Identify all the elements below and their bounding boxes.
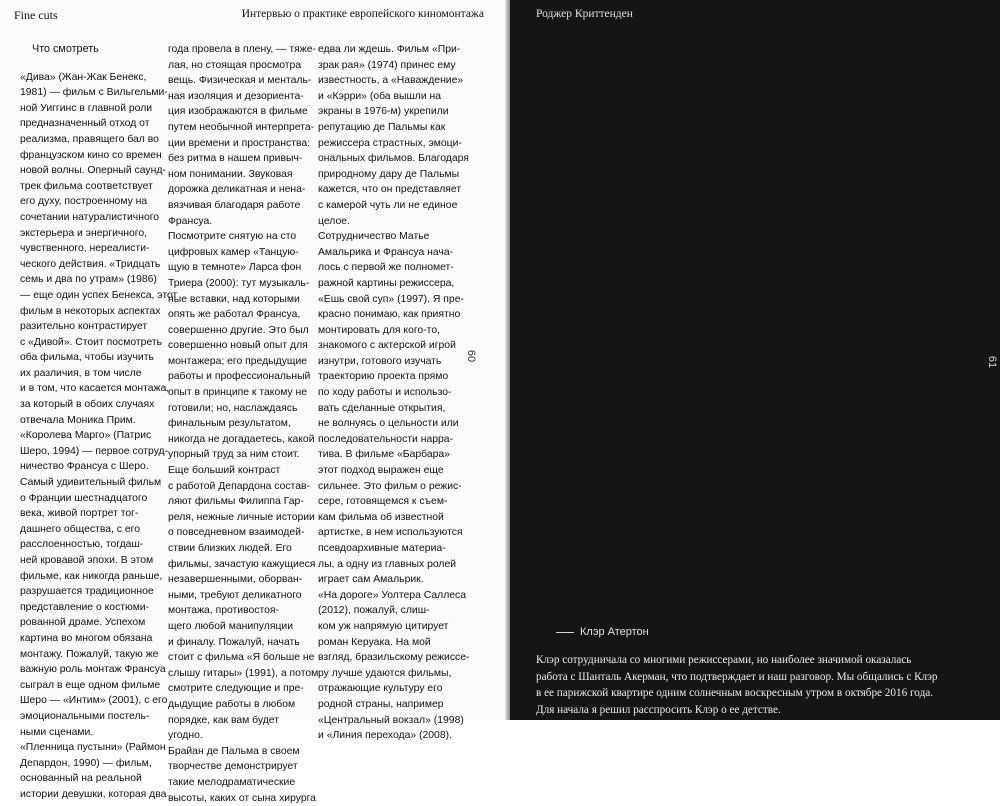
text-line: не волнуясь о цельности или [318,416,468,432]
interviewee-caption [556,626,649,638]
text-line: вещь. Физическая и менталь- [168,73,318,89]
text-line: ру лучше удаются фильмы, [318,666,468,682]
text-line: никогда не догадаетесь, какой [168,432,318,448]
text-line: смотрите следующие и пре- [168,681,318,697]
intro-line: в ее парижской квартире одним солнечным воскресным утром в октябре 2016 года. [536,685,996,702]
text-line: рованной драме. Успехом [20,615,170,631]
text-line: с работой Депардона состав- [168,479,318,495]
text-line: с «Дивой». Стоит посмотреть [20,335,170,351]
text-line: угодно. [168,728,318,744]
text-line: картина во многом обязана [20,631,170,647]
text-line: зрак рая» (1974) принес ему [318,58,468,74]
text-line: — еще один успех Бенекса, этот [20,288,170,304]
text-line: ствии близких людей. Его [168,541,318,557]
text-line: 1981) — фильм с Вильгельми- [20,85,170,101]
interview-intro [536,652,996,718]
text-line: цифровых камер «Танцую- [168,245,318,261]
text-line: ные вставки, над которыми [168,292,318,308]
text-line: Амальрика и Франсуа нача- [318,245,468,261]
text-line: монтажу. Пожалуй, такую же [20,647,170,663]
text-line: играет сам Амальрик. [318,572,468,588]
text-line: Депардон, 1990) — фильм, [20,756,170,772]
intro-line: работа с Шанталь Акерман, что подтверждает и наш разговор. Мы общались с Клэр [536,669,996,686]
text-line: дорожка деликатная и нена- [168,182,318,198]
text-line: роман Керуака. На мой [318,635,468,651]
text-line: основанный на реальной [20,771,170,787]
text-line: оба фильма, чтобы изучить [20,350,170,366]
text-line: Шеро — «Интим» (2001), с его [20,693,170,709]
text-line: лось с первой же полномет- [318,260,468,276]
text-line: репутацию де Пальмы как [318,120,468,136]
text-line: предназначенный отход от [20,116,170,132]
text-line: ной Уиггинс в главной роли [20,101,170,117]
text-line: ческого действия. «Тридцать [20,257,170,273]
text-line: вязчивая благодаря работе [168,198,318,214]
text-line: и «Линия перехода» (2008). [318,728,468,744]
text-line: такие мелодраматические [168,775,318,791]
text-line: ней кровавой эпохи. В этом [20,553,170,569]
text-line: монтажа, противостоя- [168,603,318,619]
text-line: монтировать для кого-то, [318,323,468,339]
text-line: разрушается традиционное [20,584,170,600]
text-line: по ходу работы и использо- [318,385,468,401]
text-line: порядке, как вам будет [168,713,318,729]
text-line: с камерой чуть ли не единое [318,198,468,214]
text-line: щую в темноте» Ларса фон [168,260,318,276]
text-line: стоит с фильма «Я больше не [168,650,318,666]
text-line: ции времени и пространства: [168,136,318,152]
text-line: тива. В фильме «Барбара» [318,447,468,463]
text-line: французском кино со времен [20,148,170,164]
text-line: за который в обоих случаях [20,397,170,413]
text-column-3 [318,42,468,744]
right-page [510,0,1000,720]
text-line: изнутри, готового изучать [318,354,468,370]
text-line: опять же работал Франсуа, [168,307,318,323]
text-line: путем необычной интерпрета- [168,120,318,136]
text-line: века, живой портрет тог- [20,506,170,522]
text-line: совершенно другие. Это был [168,323,318,339]
text-line: сочетании натуралистичного [20,210,170,226]
text-line: трек фильма соответствует [20,179,170,195]
text-line: кажется, что он представляет [318,182,468,198]
text-line: родной страны, например [318,697,468,713]
text-line: лая, но стоящая просмотра [168,58,318,74]
text-line: сильнее. Это фильм о режис- [318,479,468,495]
text-line: ция изображаются в фильме [168,104,318,120]
running-header-title: Интервью о практике европейского киномонтажа [242,8,484,20]
text-line: экстерьера и энергичного, [20,226,170,242]
text-line: последовательности нарра- [318,432,468,448]
text-line: Брайан де Пальма в своем [168,744,318,760]
text-line: ражной картины режиссера, [318,276,468,292]
text-line: совершенно новый опыт для [168,338,318,354]
text-line: отвечала Моника Прим. [20,413,170,429]
text-line: ная изоляция и дезориента- [168,89,318,105]
text-line: ляют фильмы Филиппа Гар- [168,494,318,510]
text-line: целое. [318,214,468,230]
text-line: Франсуа. [168,214,318,230]
text-line: разительно контрастирует [20,319,170,335]
running-header-author: Роджер Криттенден [536,8,633,20]
intro-line: Для начала я решил расспросить Клэр о ее детстве. [536,702,996,719]
text-line: красно понимаю, как приятно [318,307,468,323]
text-line: реля, нежные личные истории [168,510,318,526]
text-line: природному дару де Пальмы [318,167,468,183]
text-line: сыграл в еще одном фильме [20,678,170,694]
text-line: «Дива» (Жан-Жак Бенекс, [20,70,170,86]
text-line: готовили; но, наслаждаясь [168,401,318,417]
text-line: семь и два по утрам» (1986) [20,272,170,288]
text-line: знакомого с актерской игрой [318,338,468,354]
text-line: «Ешь свой суп» (1997). Я пре- [318,292,468,308]
text-line: слышу гитары» (1991), а потом [168,666,318,682]
running-header-left: Fine cuts [14,8,58,23]
text-line: о Франции шестнадцатого [20,491,170,507]
text-line: ничество Франсуа с Шеро. [20,459,170,475]
text-line: о повседневном взаимодей- [168,525,318,541]
text-line: Сотрудничество Матье [318,229,468,245]
text-line: Посмотрите снятую на сто [168,229,318,245]
text-line: этот подход выражен еще [318,463,468,479]
text-line: фильм в некоторых аспектах [20,304,170,320]
text-line: упорный труд за ним стоит. [168,447,318,463]
text-line: их различия, в том числе [20,366,170,382]
text-line: и в том, что касается монтажа, [20,381,170,397]
text-line: года провела в плену, — тяже- [168,42,318,58]
page-number-left: 60 [465,350,477,362]
text-line: дашнего общества, с его [20,522,170,538]
text-line: ком уж напрямую цитирует [318,619,468,635]
text-line: новой волны. Оперный саунд- [20,163,170,179]
text-line: ном понимании. Звуковая [168,167,318,183]
text-line: известность, а «Наваждение» [318,73,468,89]
text-line: траекторию проекта прямо [318,369,468,385]
text-line: истории девушки, которая два [20,787,170,803]
interviewee-name: Клэр Атертон [580,626,649,638]
text-line: «Центральный вокзал» (1998) [318,713,468,729]
text-line: эмоциональными постель- [20,709,170,725]
text-line: представление о костюми- [20,600,170,616]
text-line: финальным результатом, [168,416,318,432]
text-line: «На дороге» Уолтера Саллеса [318,588,468,604]
text-line: режиссера страстных, эмоци- [318,136,468,152]
text-line: расслоенностью, тогдаш- [20,537,170,553]
text-line: опыт в принципе к такому не [168,385,318,401]
text-column-2 [168,42,318,806]
text-line: щего любой манипуляции [168,619,318,635]
text-line: «Пленница пустыни» (Раймон [20,740,170,756]
caption-dash [556,632,574,633]
text-line: важную роль монтаж Франсуа [20,662,170,678]
text-column-1 [20,42,170,803]
intro-line: Клэр сотрудничала со многими режиссерами, но наиболее значимой оказалась [536,652,996,669]
text-line: вать сделанные открытия, [318,401,468,417]
text-line: незавершенными, оборван- [168,572,318,588]
text-line: Шеро, 1994) — первое сотруд- [20,444,170,460]
text-line: лы, а одну из главных ролей [318,557,468,573]
text-line: артистке, в нем используются [318,525,468,541]
text-line: реализма, правящего бал во [20,132,170,148]
text-line: отражающие культуру его [318,681,468,697]
text-line: ональных фильмов. Благодаря [318,151,468,167]
text-line: работы и профессиональный [168,369,318,385]
text-line: «Королева Марго» (Патрис [20,428,170,444]
section-title: Что смотреть [32,42,170,58]
text-line: творчестве демонстрирует [168,759,318,775]
text-line: фильмы, зачастую кажущиеся [168,557,318,573]
text-line: сере, готовящемся к съем- [318,494,468,510]
text-line: Триера (2000): тут музыкаль- [168,276,318,292]
text-line: без ритма в нашем привыч- [168,151,318,167]
text-line: ными сценами. [20,725,170,741]
page-number-right: 61 [986,356,998,368]
text-line: псевдоархивные материа- [318,541,468,557]
text-line: (2012), пожалуй, слиш- [318,603,468,619]
text-line: и финалу. Пожалуй, начать [168,635,318,651]
text-line: высоты, каких от сына хирурга [168,791,318,806]
text-line: кам фильма об известной [318,510,468,526]
text-line: фильме, как никогда раньше, [20,569,170,585]
text-line: его духу, построенному на [20,194,170,210]
text-line: едва ли ждешь. Фильм «При- [318,42,468,58]
text-line: ными, требуют деликатного [168,588,318,604]
text-line: чувственного, нереалисти- [20,241,170,257]
left-page [0,0,510,720]
text-line: монтажера; его предыдущие [168,354,318,370]
text-line: дыдущие работы в любом [168,697,318,713]
text-line: и «Кэрри» (оба вышли на [318,89,468,105]
text-line: Самый удивительный фильм [20,475,170,491]
text-line: взгляд, бразильскому режиссе- [318,650,468,666]
text-line: Еще больший контраст [168,463,318,479]
text-line: экраны в 1976-м) укрепили [318,104,468,120]
